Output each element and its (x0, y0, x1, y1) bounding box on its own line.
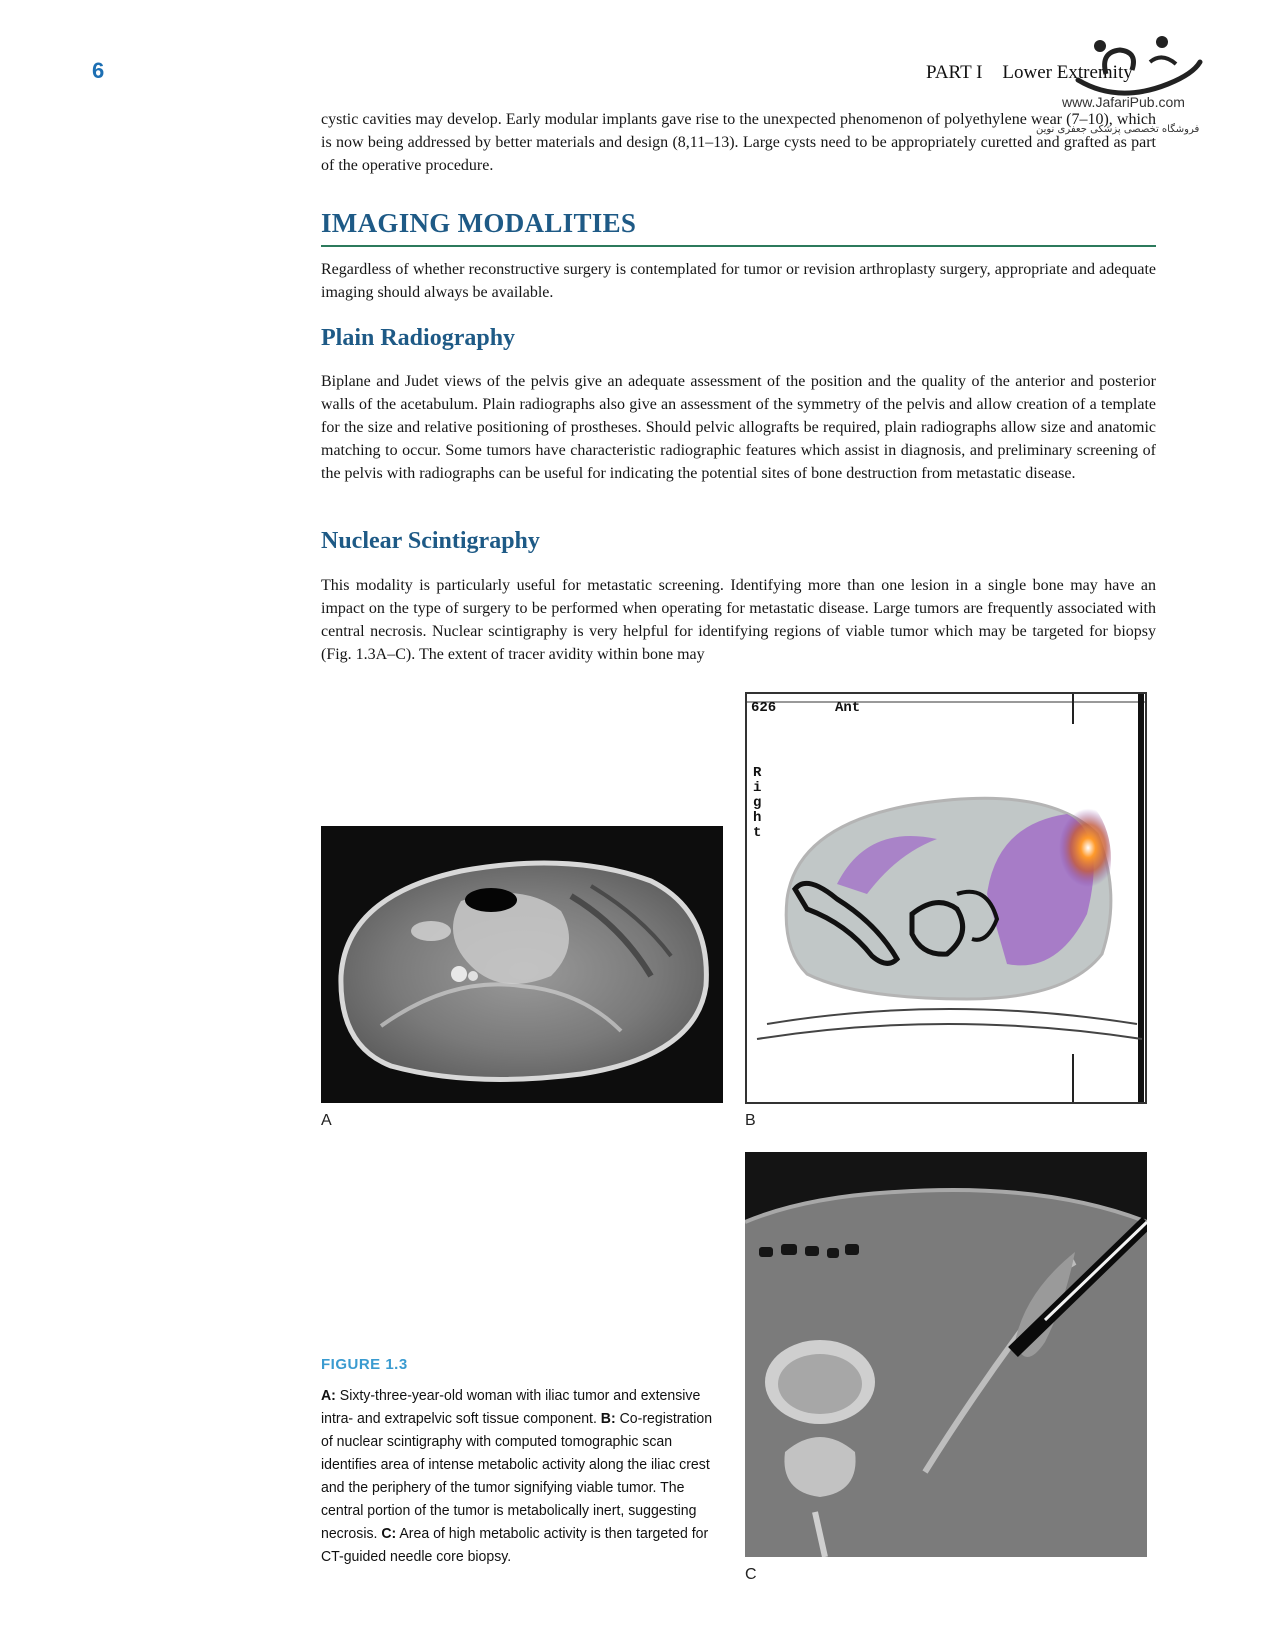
nuclear-scintigraphy-heading: Nuclear Scintigraphy (321, 528, 540, 554)
plain-radiography-heading: Plain Radiography (321, 325, 516, 351)
heading-rule (321, 245, 1156, 247)
imaging-paragraph: Regardless of whether reconstructive surgery is contemplated for tumor or revision arthroplasty surgery, appropriate and adequate imaging should always be available. (321, 261, 1156, 301)
caption-c-label: C: (381, 1525, 397, 1542)
figure-caption (321, 1384, 725, 1568)
caption-c-text: Area of high metabolic activity is then targeted for CT-guided needle core biopsy. (321, 1525, 709, 1565)
running-head-section: Lower Extremity (1002, 62, 1133, 83)
panel-b-label: B (745, 1112, 756, 1129)
caption-a-text: Sixty-three-year-old woman with iliac tumor and extensive intra- and extrapelvic soft tissue component. (321, 1387, 701, 1427)
publisher-logo (1058, 22, 1208, 102)
panel-a-label: A (321, 1112, 332, 1129)
caption-b-label: B: (600, 1410, 616, 1427)
panel-c-label: C (745, 1566, 757, 1583)
publisher-url: www.JafariPub.com (1062, 94, 1185, 110)
nuclear-scintigraphy-paragraph: This modality is particularly useful for metastatic screening. Identifying more than one lesion in a single bone may have an impact on the type of surgery to be performed when operating for metastatic disease. Large tumors are frequently associated with central necrosis. Nuclear scintigraphy is very helpful for identifying regions of viable tumor which may be targeted for biopsy (Fig. 1.3A–C). The extent of tracer avidity within bone may (321, 577, 1156, 663)
figure-panel-b-scintigraphy (745, 692, 1147, 1104)
scan-side-label: Right (753, 765, 762, 841)
scan-view-label: Ant (835, 700, 861, 716)
scan-image-number: 626 (751, 700, 777, 716)
intro-paragraph: cystic cavities may develop. Early modular implants gave rise to the unexpected phenomenon of polyethylene wear (7–10), which is now being addressed by better materials and design (8,11–13). Large cysts need to be appropriately curetted and grafted as part of the operative procedure. (321, 111, 1156, 174)
figure-panel-a-mri (321, 826, 723, 1103)
imaging-heading: IMAGING MODALITIES (321, 208, 637, 238)
caption-b-text: Co-registration of nuclear scintigraphy with computed tomographic scan identifies area of intense metabolic activity along the iliac crest and the periphery of the tumor signifying viable tumor. The central portion of the tumor is metabolically inert, suggesting necrosis. (321, 1410, 713, 1542)
figure-panel-c-ct (745, 1152, 1147, 1557)
publisher-tagline: فروشگاه تخصصی پزشکی جعفری نوین (1036, 124, 1200, 135)
caption-a-label: A: (321, 1387, 336, 1404)
plain-radiography-paragraph: Biplane and Judet views of the pelvis give an adequate assessment of the position and the quality of the anterior and posterior walls of the acetabulum. Plain radiographs also give an assessment of the symmetry of the pelvis and allow creation of a template for the size and relative positioning of prostheses. Should pelvic allografts be required, plain radiographs allow size and anatomic matching to occur. Some tumors have characteristic radiographic features which assist in diagnosis, and preliminary screening of the pelvis with radiographs can be useful for indicating the potential sites of bone destruction from metastatic disease. (321, 373, 1156, 482)
figure-caption-title: FIGURE 1.3 (321, 1356, 408, 1373)
page-number: 6 (92, 58, 105, 83)
running-head-part: PART I (926, 62, 983, 83)
